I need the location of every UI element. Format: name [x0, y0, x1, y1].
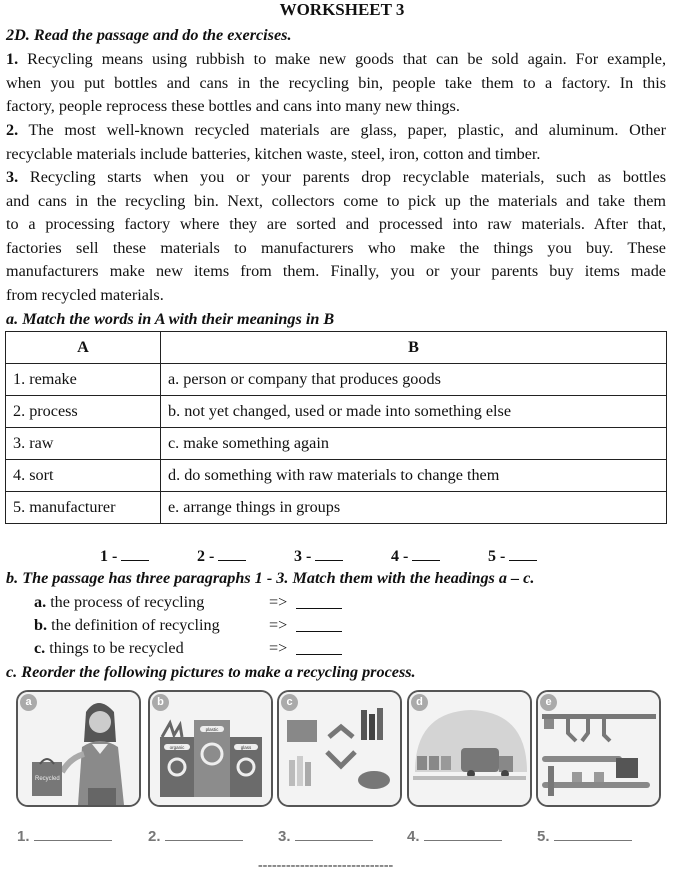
passage-line: from recycled materials. — [6, 285, 164, 304]
picture-badge: c — [281, 694, 298, 711]
paragraph-number: 1. — [6, 50, 19, 68]
bin-label: organic — [169, 745, 185, 750]
heading-text: the process of recycling — [46, 593, 205, 611]
answer-slot-3[interactable] — [294, 546, 391, 566]
answer-slot-4[interactable] — [391, 546, 488, 566]
passage-line: manufacturers make new items from them. Finally, you or your parents buy items made — [6, 262, 666, 280]
passage-line: Recycling starts when you or your parents drop recyclable materials, such as bottles — [18, 168, 666, 186]
answer-blank[interactable] — [509, 546, 537, 561]
answer-number: 5 - — [488, 548, 506, 565]
meaning-cell: a. person or company that produces goods — [161, 364, 667, 396]
picture-e — [536, 690, 661, 807]
table-row — [6, 492, 667, 524]
paragraph-3 — [6, 166, 666, 307]
exercise-a-heading: a. Match the words in A with their meanings in B — [6, 310, 335, 328]
matching-table — [5, 331, 667, 524]
order-slot-1[interactable] — [17, 828, 112, 845]
answer-slot-5[interactable] — [488, 546, 585, 566]
answer-blank[interactable] — [296, 591, 342, 609]
exercise-b-heading: b. The passage has three paragraphs 1 - 3. Match them with the headings a – c. — [6, 569, 535, 587]
table-header-row — [6, 332, 667, 364]
paragraph-1 — [6, 48, 666, 119]
passage-line: recyclable materials include batteries, kitchen waste, steel, iron, cotton and timber. — [6, 144, 541, 163]
word-cell: 5. manufacturer — [6, 492, 161, 524]
paragraph-number: 3. — [6, 168, 19, 186]
word-cell: 3. raw — [6, 428, 161, 460]
column-header-a: A — [6, 332, 161, 364]
heading-letter: c. — [34, 639, 46, 657]
passage-line: when you put bottles and cans in the recycling bin, people take them to a factory. In this — [6, 73, 666, 92]
table-row — [6, 460, 667, 492]
picture-b — [148, 690, 273, 807]
order-slot-4[interactable] — [407, 828, 502, 845]
heading-item-b — [34, 614, 288, 638]
woman-shopping-illustration — [18, 692, 139, 805]
column-header-b: B — [161, 332, 667, 364]
bag-label: Recycled — [35, 776, 60, 782]
paragraph-number: 2. — [6, 121, 19, 139]
worksheet-title: WORKSHEET 3 — [279, 0, 405, 19]
passage-line: factories sell these materials to manufacturers who make the things you buy. These — [6, 238, 666, 257]
exercise-c-heading: c. Reorder the following pictures to make a recycling process. — [6, 663, 416, 681]
order-number: 5. — [537, 828, 550, 845]
answer-blank[interactable] — [34, 828, 112, 841]
word-cell: 2. process — [6, 396, 161, 428]
answer-blank[interactable] — [315, 546, 343, 561]
heading-text: the definition of recycling — [47, 616, 220, 634]
meaning-cell: c. make something again — [161, 428, 667, 460]
order-number: 1. — [17, 828, 30, 845]
heading-letter: a. — [34, 593, 47, 611]
answer-number: 4 - — [391, 548, 409, 565]
meaning-cell: e. arrange things in groups — [161, 492, 667, 524]
table-row — [6, 364, 667, 396]
answer-blank[interactable] — [165, 828, 243, 841]
answer-blank[interactable] — [121, 546, 149, 561]
answer-blank[interactable] — [218, 546, 246, 561]
bin-label: plastic — [205, 727, 219, 732]
answer-slot-1[interactable] — [100, 546, 197, 566]
answer-blank[interactable] — [554, 828, 632, 841]
passage-line: factory, people reprocess these bottles and cans into many new things. — [6, 97, 460, 115]
heading-text: things to be recycled — [45, 639, 184, 657]
word-cell: 4. sort — [6, 460, 161, 492]
matching-answers — [100, 546, 585, 566]
passage-line: Recycling means using rubbish to make new goods that can be sold again. For example, — [18, 50, 666, 68]
table-row — [6, 428, 667, 460]
passage-line: to a processing factory where they are sorted and processed into raw materials. After that, — [6, 215, 666, 233]
answer-blank[interactable] — [424, 828, 502, 841]
footer-divider: ----------------------------- — [258, 858, 394, 873]
table-row — [6, 396, 667, 428]
heading-item-c — [34, 637, 288, 661]
picture-badge: a — [20, 694, 37, 711]
answer-number: 1 - — [100, 548, 118, 565]
processing-factory-illustration — [538, 692, 659, 805]
picture-badge: b — [152, 694, 169, 711]
paragraph-2 — [6, 119, 666, 166]
heading-item-a — [34, 591, 288, 615]
passage-line: and cans in the recycling bin. Next, collectors come to pick up the materials and take them — [6, 191, 666, 210]
bin-label: glass — [240, 745, 252, 750]
arrow: => — [269, 593, 288, 611]
answer-number: 2 - — [197, 548, 215, 565]
collection-truck-illustration — [409, 692, 530, 805]
answer-number: 3 - — [294, 548, 312, 565]
picture-a — [16, 690, 141, 807]
recycling-bins-illustration — [150, 692, 271, 805]
answer-blank[interactable] — [296, 637, 342, 655]
word-cell: 1. remake — [6, 364, 161, 396]
order-number: 3. — [278, 828, 291, 845]
order-slot-5[interactable] — [537, 828, 632, 845]
picture-badge: d — [411, 694, 428, 711]
answer-blank[interactable] — [412, 546, 440, 561]
order-slot-3[interactable] — [278, 828, 373, 845]
picture-badge: e — [540, 694, 557, 711]
arrow: => — [269, 639, 288, 657]
order-number: 2. — [148, 828, 161, 845]
picture-c — [277, 690, 402, 807]
arrow: => — [269, 616, 288, 634]
instruction: 2D. Read the passage and do the exercises. — [6, 26, 292, 44]
answer-blank[interactable] — [296, 614, 342, 632]
answer-blank[interactable] — [295, 828, 373, 841]
heading-letter: b. — [34, 616, 48, 634]
order-slot-2[interactable] — [148, 828, 243, 845]
meaning-cell: d. do something with raw materials to change them — [161, 460, 667, 492]
answer-slot-2[interactable] — [197, 546, 294, 566]
passage-line: The most well-known recycled materials are glass, paper, plastic, and aluminum. Other — [18, 121, 666, 139]
meaning-cell: b. not yet changed, used or made into something else — [161, 396, 667, 428]
order-number: 4. — [407, 828, 420, 845]
recyclable-materials-illustration — [279, 692, 400, 805]
picture-d — [407, 690, 532, 807]
